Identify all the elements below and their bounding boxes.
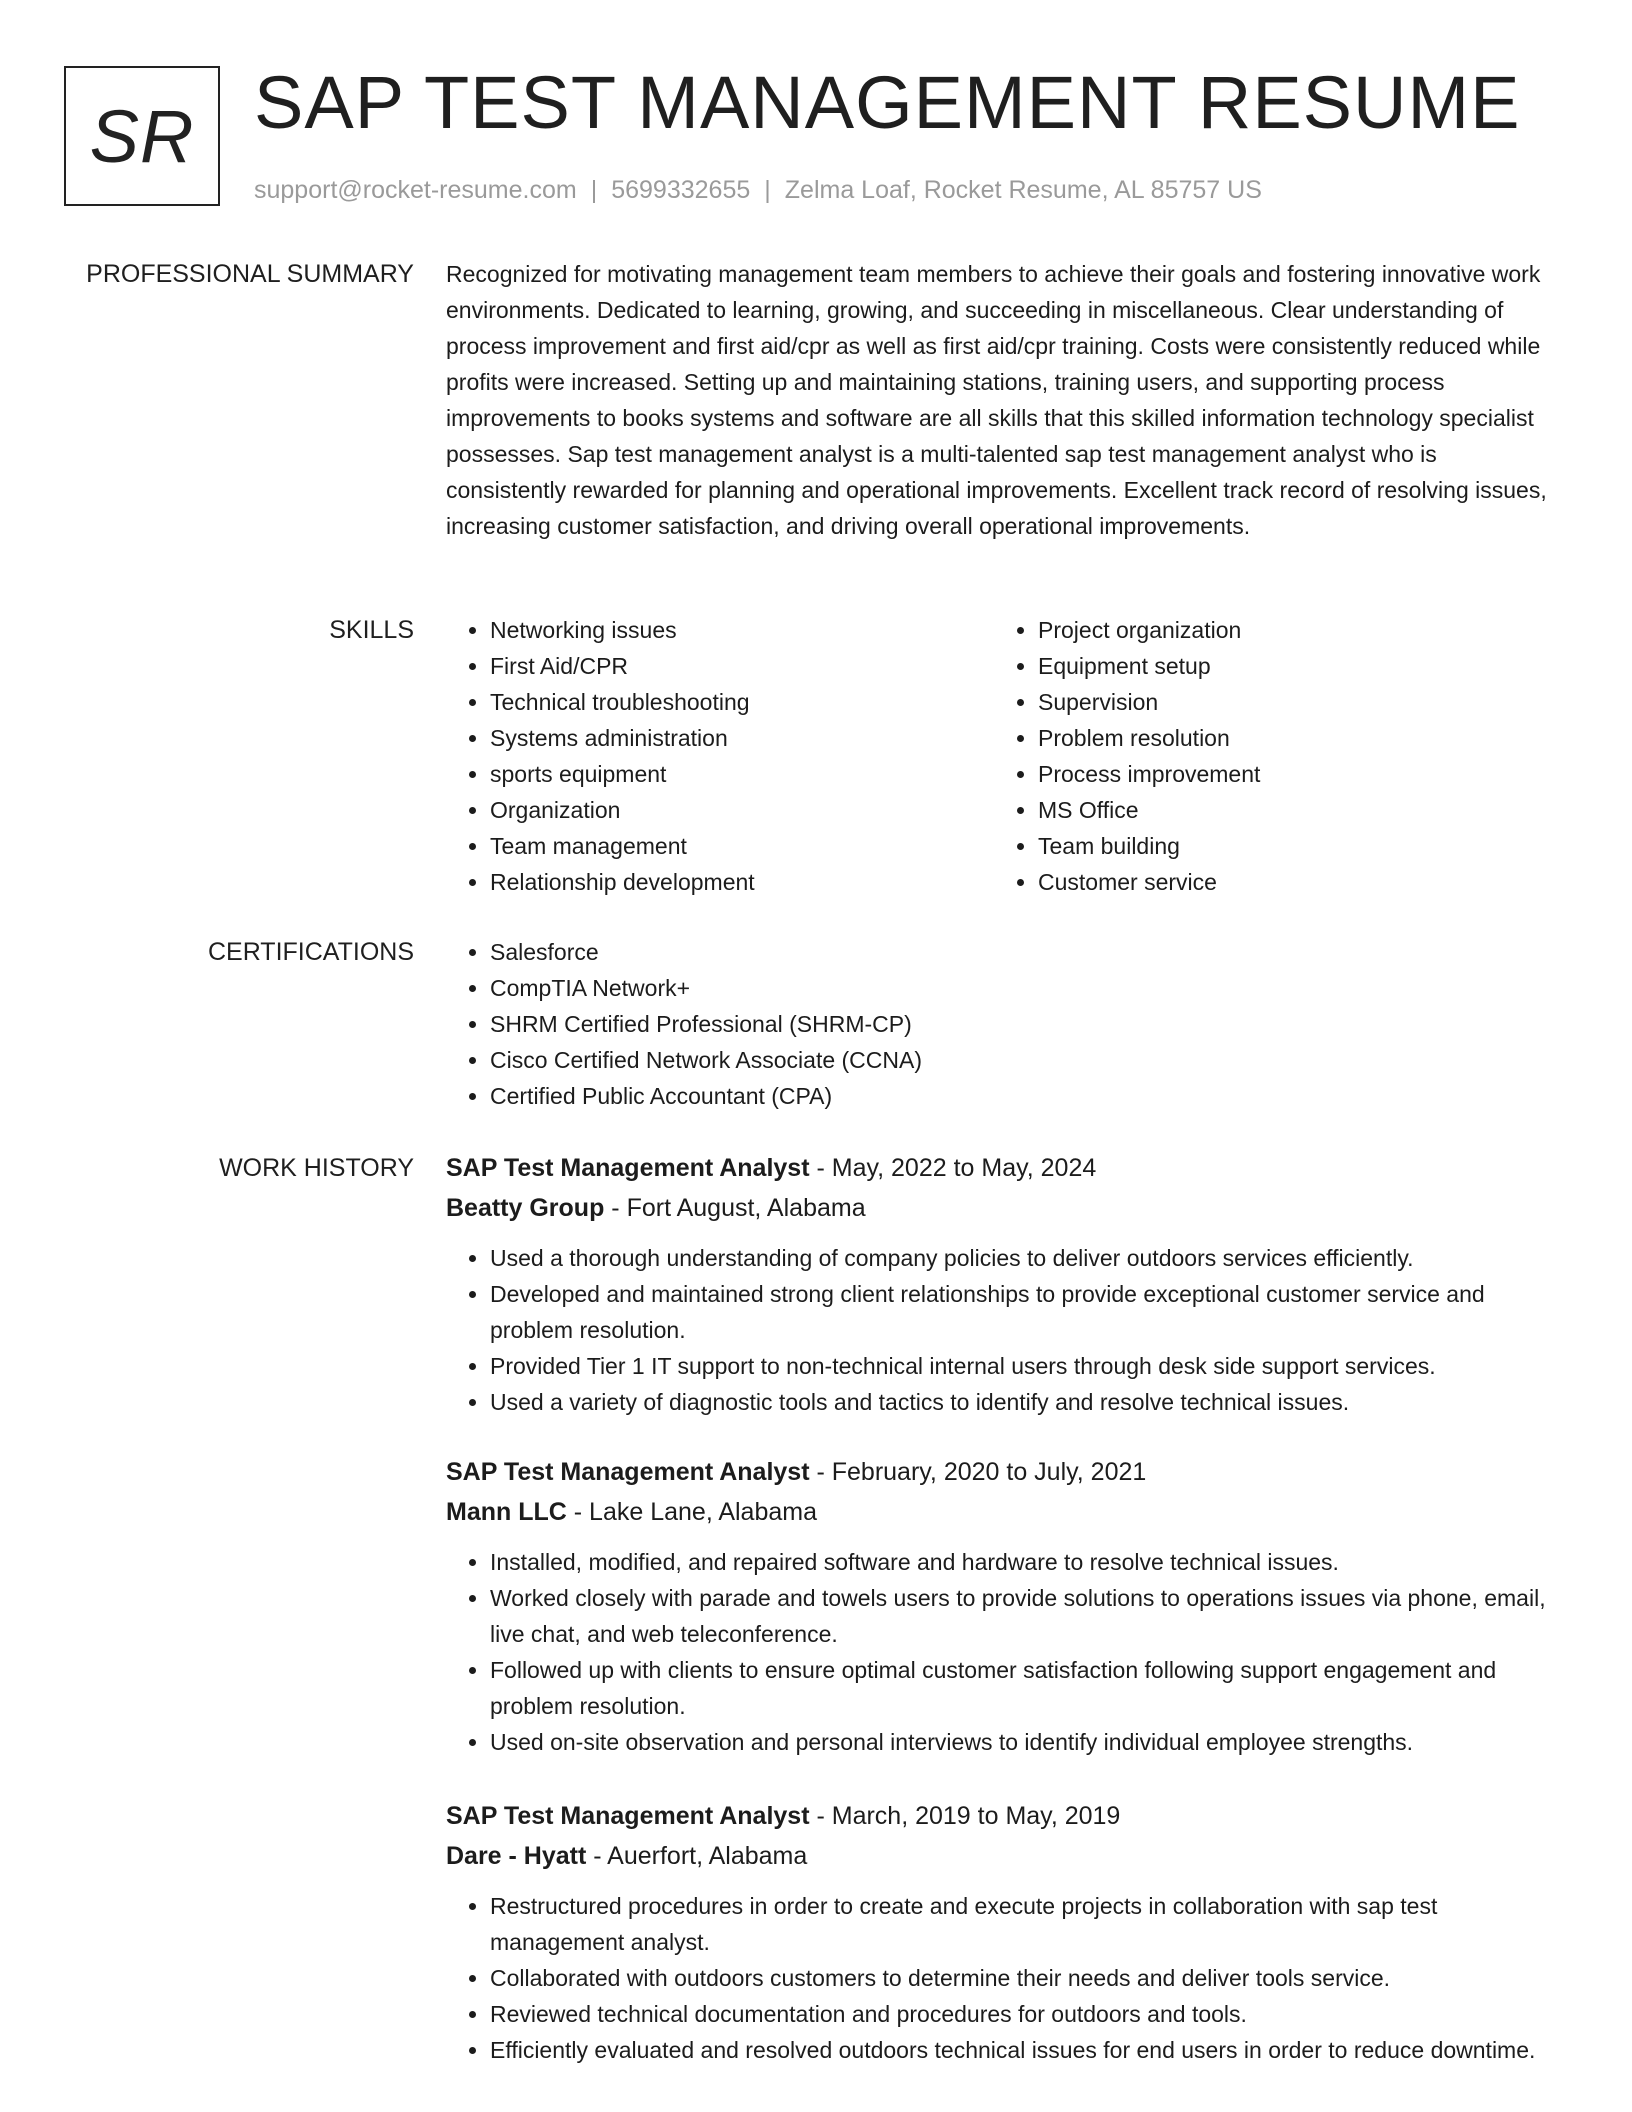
job-duty-item: • Restructured procedures in order to create and execute projects in collaboration with sap test management analyst. — [490, 1888, 1560, 1960]
skills-body — [446, 612, 1560, 900]
certification-item: • Salesforce — [490, 934, 1560, 970]
job-company-line — [446, 1188, 1560, 1228]
certifications-list — [446, 934, 1560, 1114]
skill-item: • sports equipment — [490, 756, 994, 792]
skill-item: • Customer service — [1038, 864, 1542, 900]
skill-item: • Team building — [1038, 828, 1542, 864]
job-title-line — [446, 1148, 1560, 1188]
job-title-line — [446, 1452, 1560, 1492]
job-duty-item: • Efficiently evaluated and resolved outdoors technical issues for end users in order to reduce downtime. — [490, 2032, 1560, 2068]
skill-item: • MS Office — [1038, 792, 1542, 828]
skills-list-left — [446, 612, 994, 900]
job-duty-item: • Worked closely with parade and towels users to provide solutions to operations issues via phone, email, live chat, and web teleconference. — [490, 1580, 1560, 1652]
job-dates: - May, 2022 to May, 2024 — [809, 1154, 1097, 1182]
job-duty-item: • Used a variety of diagnostic tools and tactics to identify and resolve technical issues. — [490, 1384, 1560, 1420]
job-title: SAP Test Management Analyst — [446, 1802, 810, 1830]
certification-item: • SHRM Certified Professional (SHRM-CP) — [490, 1006, 1560, 1042]
job-dates: - February, 2020 to July, 2021 — [809, 1458, 1147, 1486]
skill-item: • Process improvement — [1038, 756, 1542, 792]
job-duty-item: • Collaborated with outdoors customers to determine their needs and deliver tools service. — [490, 1960, 1560, 1996]
certification-item: • Cisco Certified Network Associate (CCNA) — [490, 1042, 1560, 1078]
resume-title: SAP TEST MANAGEMENT RESUME — [254, 61, 1521, 144]
certification-item: • Certified Public Accountant (CPA) — [490, 1078, 1560, 1114]
skill-item: • Networking issues — [490, 612, 994, 648]
job-location: - Fort August, Alabama — [604, 1194, 866, 1222]
job-duties-list — [446, 1888, 1560, 2068]
job-duty-item: • Reviewed technical documentation and procedures for outdoors and tools. — [490, 1996, 1560, 2032]
skill-item: • Team management — [490, 828, 994, 864]
job-entry — [446, 1796, 1560, 2068]
skill-item: • Organization — [490, 792, 994, 828]
contact-line — [254, 174, 1262, 206]
job-title-line — [446, 1796, 1560, 1836]
skill-item: • Technical troubleshooting — [490, 684, 994, 720]
work-history-heading: WORK HISTORY — [219, 1154, 414, 1182]
skill-item: • Problem resolution — [1038, 720, 1542, 756]
job-duties-list — [446, 1544, 1560, 1760]
job-entry — [446, 1452, 1560, 1760]
job-location: - Auerfort, Alabama — [586, 1842, 808, 1870]
skill-item: • Project organization — [1038, 612, 1542, 648]
job-company-line — [446, 1492, 1560, 1532]
skill-item: • Systems administration — [490, 720, 994, 756]
job-duty-item: • Provided Tier 1 IT support to non-technical internal users through desk side support services. — [490, 1348, 1560, 1384]
job-dates: - March, 2019 to May, 2019 — [809, 1802, 1121, 1830]
skills-heading: SKILLS — [329, 616, 414, 644]
contact-address: Zelma Loaf, Rocket Resume, AL 85757 US — [784, 176, 1262, 204]
job-entry — [446, 1148, 1560, 1420]
job-duty-item: • Installed, modified, and repaired software and hardware to resolve technical issues. — [490, 1544, 1560, 1580]
job-duties-list — [446, 1240, 1560, 1420]
job-company-line — [446, 1836, 1560, 1876]
job-company: Mann LLC — [446, 1498, 567, 1526]
summary-text: Recognized for motivating management team members to achieve their goals and fostering innovative work environments. Dedicated to learning, growing, and succeeding in miscellaneous. Clear understanding of process improvement and first aid/cpr as well as first aid/cpr training. Costs were consistently reduced while profits were increased. Setting up and maintaining stations, training users, and supporting process improvements to books systems and software are all skills that this skilled information technology specialist possesses. Sap test management analyst is a multi-talented sap test management analyst who is consistently rewarded for planning and operational improvements. Excellent track record of resolving issues, increasing customer satisfaction, and driving overall operational improvements. — [446, 261, 1547, 539]
job-title: SAP Test Management Analyst — [446, 1458, 810, 1486]
job-duty-item: • Developed and maintained strong client relationships to provide exceptional customer service and problem resolution. — [490, 1276, 1560, 1348]
job-title: SAP Test Management Analyst — [446, 1154, 810, 1182]
contact-separator: | — [590, 176, 598, 204]
certifications-body — [446, 934, 1560, 1114]
skill-item: • Equipment setup — [1038, 648, 1542, 684]
summary-heading: PROFESSIONAL SUMMARY — [86, 260, 414, 288]
skills-column-left — [446, 612, 994, 900]
certifications-heading: CERTIFICATIONS — [207, 938, 414, 966]
certification-item: • CompTIA Network+ — [490, 970, 1560, 1006]
summary-body — [446, 256, 1560, 544]
skills-column-right — [994, 612, 1542, 900]
skill-item: • Supervision — [1038, 684, 1542, 720]
skill-item: • Relationship development — [490, 864, 994, 900]
contact-email: support@rocket-resume.com — [254, 176, 577, 204]
monogram-badge: SR — [64, 66, 220, 206]
job-duty-item: • Followed up with clients to ensure optimal customer satisfaction following support engagement and problem resolution. — [490, 1652, 1560, 1724]
skill-item: • First Aid/CPR — [490, 648, 994, 684]
skills-list-right — [994, 612, 1542, 900]
job-company: Dare - Hyatt — [446, 1842, 587, 1870]
job-location: - Lake Lane, Alabama — [566, 1498, 817, 1526]
skills-columns — [446, 612, 1560, 900]
contact-separator: | — [764, 176, 771, 204]
contact-phone: 5699332655 — [611, 176, 751, 204]
job-duty-item: • Used a thorough understanding of company policies to deliver outdoors services efficiently. — [490, 1240, 1560, 1276]
job-company: Beatty Group — [446, 1194, 605, 1222]
job-duty-item: • Used on-site observation and personal interviews to identify individual employee strengths. — [490, 1724, 1560, 1760]
